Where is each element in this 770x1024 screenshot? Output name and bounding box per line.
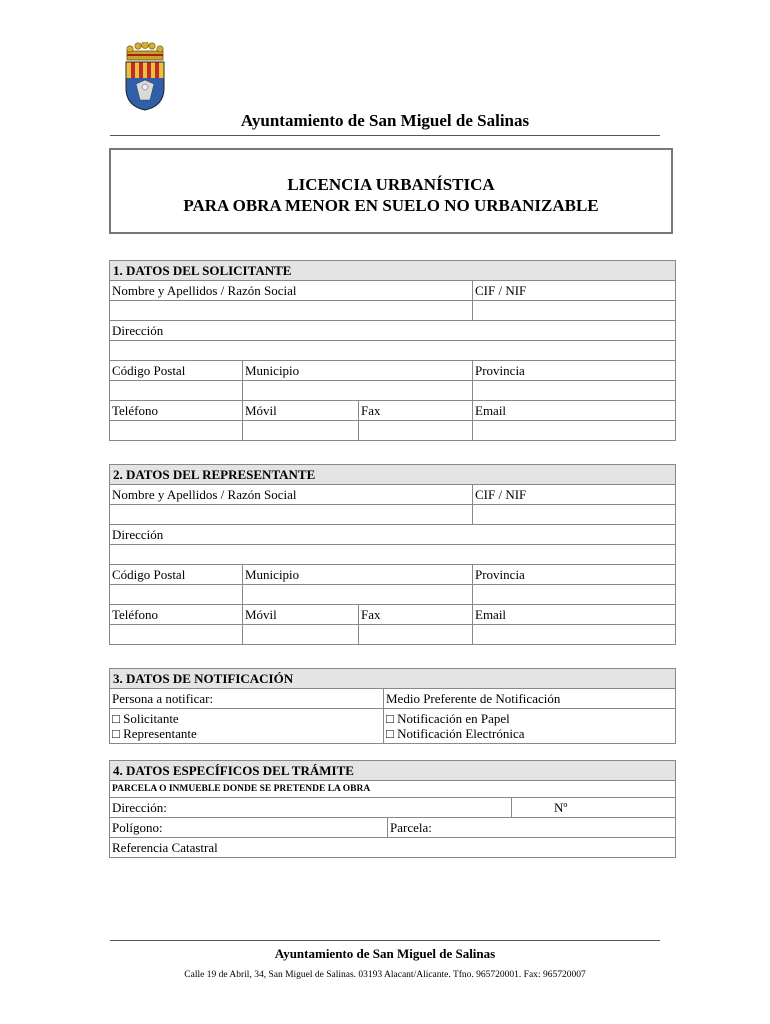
section2-provincia-label: Provincia (473, 565, 676, 585)
section1-direccion-field[interactable] (110, 341, 676, 361)
section1-fax-label: Fax (359, 401, 473, 421)
section2-municipio-field[interactable] (243, 585, 473, 605)
section2-fax-label: Fax (359, 605, 473, 625)
coat-of-arms-logo (122, 42, 168, 112)
section4-direccion-field[interactable] (110, 798, 512, 818)
section4-parcela-label: Parcela: (390, 819, 432, 835)
footer-divider (110, 940, 660, 941)
section4-numero-label: Nº (554, 799, 568, 815)
section2-cp-field[interactable] (110, 585, 243, 605)
section1-nombre-label: Nombre y Apellidos / Razón Social (110, 281, 473, 301)
section1-municipio-field[interactable] (243, 381, 473, 401)
section4-title: 4. DATOS ESPECÍFICOS DEL TRÁMITE (110, 761, 676, 781)
section1-direccion-label: Dirección (110, 321, 676, 341)
section2-cif-field[interactable] (473, 505, 676, 525)
section1-telefono-label: Teléfono (110, 401, 243, 421)
section2-email-label: Email (473, 605, 676, 625)
section4-parcela-field[interactable] (388, 818, 676, 838)
section1-movil-field[interactable] (243, 421, 359, 441)
section1-email-label: Email (473, 401, 676, 421)
section1-cif-field[interactable] (473, 301, 676, 321)
header-title: Ayuntamiento de San Miguel de Salinas (240, 111, 530, 130)
section2-telefono-label: Teléfono (110, 605, 243, 625)
footer-title: Ayuntamiento de San Miguel de Salinas (274, 946, 496, 961)
section3-medio-options (384, 709, 676, 744)
section2-direccion-label: Dirección (110, 525, 676, 545)
section1-movil-label: Móvil (243, 401, 359, 421)
section2-telefono-field[interactable] (110, 625, 243, 645)
section1-cif-label: CIF / NIF (473, 281, 676, 301)
section2-movil-label: Móvil (243, 605, 359, 625)
section-representante (109, 464, 676, 645)
section2-cp-label: Código Postal (110, 565, 243, 585)
form-title-line1: LICENCIA URBANÍSTICA (287, 175, 495, 194)
section2-nombre-label: Nombre y Apellidos / Razón Social (110, 485, 473, 505)
checkbox-notificacion-electronica[interactable]: □ Notificación Electrónica (386, 726, 525, 741)
section1-municipio-label: Municipio (243, 361, 473, 381)
section1-telefono-field[interactable] (110, 421, 243, 441)
section2-title: 2. DATOS DEL REPRESENTANTE (110, 465, 676, 485)
form-title-line2: PARA OBRA MENOR EN SUELO NO URBANIZABLE (183, 196, 599, 215)
section3-medio-label: Medio Preferente de Notificación (384, 689, 676, 709)
section1-provincia-field[interactable] (473, 381, 676, 401)
header-divider (110, 135, 660, 136)
section1-cp-field[interactable] (110, 381, 243, 401)
section1-email-field[interactable] (473, 421, 676, 441)
section-solicitante (109, 260, 676, 441)
footer-address: Calle 19 de Abril, 34, San Miguel de Salinas. 03193 Alacant/Alicante. Tfno. 965720001. Fax: 965720007 (184, 970, 586, 980)
section2-email-field[interactable] (473, 625, 676, 645)
section4-poligono-label: Polígono: (112, 819, 163, 835)
checkbox-solicitante[interactable]: □ Solicitante (112, 711, 179, 726)
section2-cif-label: CIF / NIF (473, 485, 676, 505)
section1-cp-label: Código Postal (110, 361, 243, 381)
section1-fax-field[interactable] (359, 421, 473, 441)
checkbox-representante[interactable]: □ Representante (112, 726, 197, 741)
section2-municipio-label: Municipio (243, 565, 473, 585)
checkbox-notificacion-papel[interactable]: □ Notificación en Papel (386, 711, 510, 726)
section4-numero-field[interactable] (512, 798, 676, 818)
section2-direccion-field[interactable] (110, 545, 676, 565)
section2-fax-field[interactable] (359, 625, 473, 645)
section4-referencia-field[interactable] (110, 838, 676, 858)
section2-movil-field[interactable] (243, 625, 359, 645)
section4-referencia-label: Referencia Catastral (112, 839, 218, 855)
form-title-box (109, 148, 673, 234)
section3-persona-options (110, 709, 384, 744)
section3-title: 3. DATOS DE NOTIFICACIÓN (110, 669, 676, 689)
section-tramite (109, 760, 676, 858)
section4-poligono-field[interactable] (110, 818, 388, 838)
section2-provincia-field[interactable] (473, 585, 676, 605)
section-notificacion (109, 668, 676, 744)
section2-nombre-field[interactable] (110, 505, 473, 525)
section1-title: 1. DATOS DEL SOLICITANTE (110, 261, 676, 281)
section4-subtitle: PARCELA O INMUEBLE DONDE SE PRETENDE LA OBRA (110, 781, 676, 798)
section1-nombre-field[interactable] (110, 301, 473, 321)
section3-persona-label: Persona a notificar: (110, 689, 384, 709)
section1-provincia-label: Provincia (473, 361, 676, 381)
section4-direccion-label: Dirección: (112, 799, 167, 815)
